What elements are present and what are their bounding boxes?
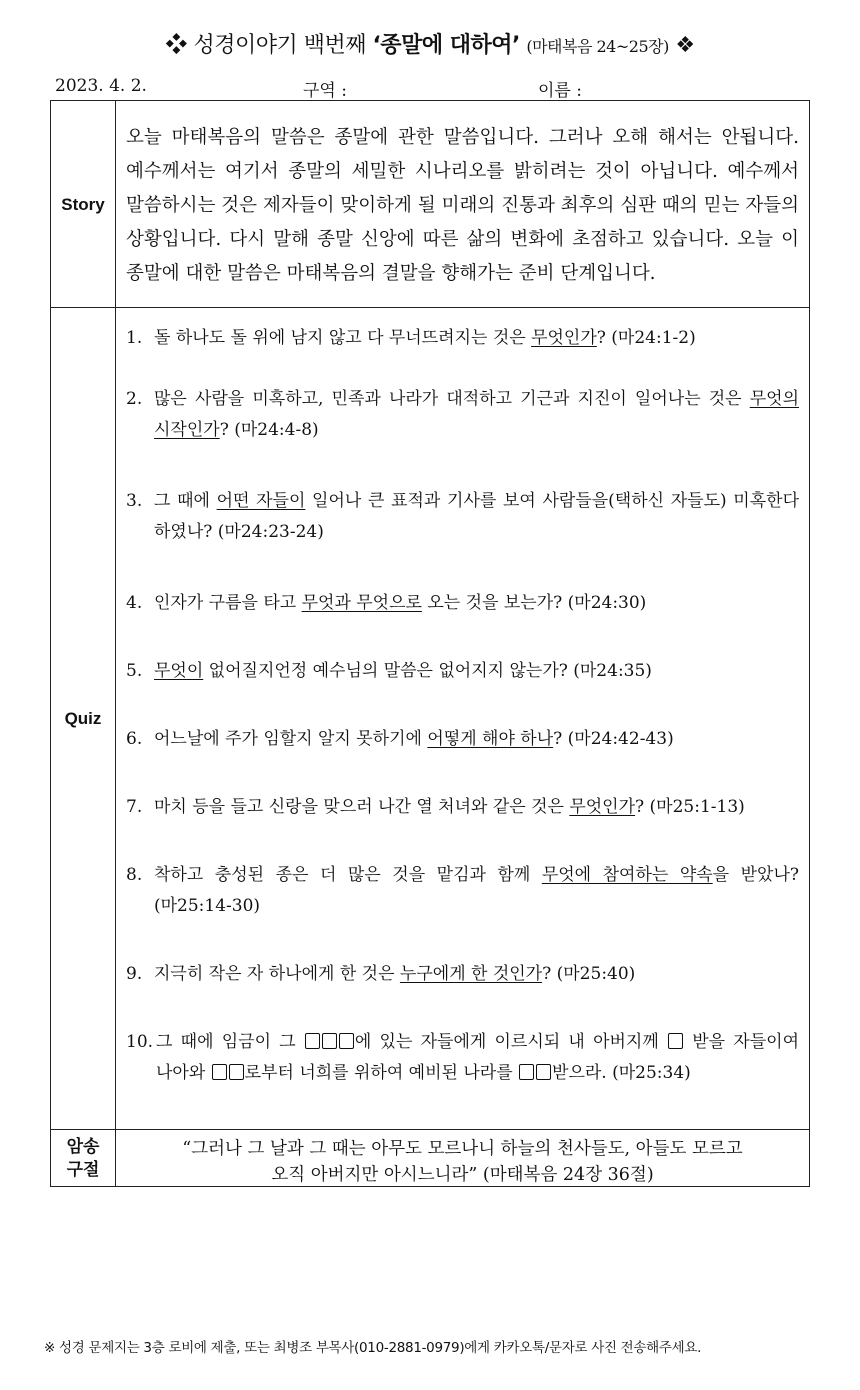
district-label: 구역 :	[303, 81, 347, 101]
title-main: ‘종말에 대하여’	[372, 33, 520, 58]
blank-box	[536, 1064, 551, 1080]
quiz-question-8: 8. 착하고 충성된 종은 더 많은 것을 맡김과 함께 무엇에 참여하는 약속을 받았나? (마25:14-30)	[126, 865, 800, 916]
meta-row	[0, 72, 860, 102]
name-label: 이름 :	[538, 81, 582, 101]
quiz-list	[116, 308, 809, 1129]
memory-verse-cell	[116, 1130, 810, 1187]
blank-box	[305, 1033, 320, 1049]
title-reference: (마태복음 24~25장)	[526, 37, 669, 56]
story-text: 오늘 마태복음의 말씀은 종말에 관한 말씀입니다. 그러나 오해 해서는 안됩니다. 예수께서는 여기서 종말의 세밀한 시나리오를 밝히려는 것이 아닙니다. 예수께서 말씀하시는 것은 제자들이 맞이하게 될 미래의 진통과 최후의 심판 때의 믿는 자들의 상황입니다. 다시 말해 종말 신앙에 따른 삶의 변화에 초점하고 있습니다. 오늘 이 종말에 대한 말씀은 마태복음의 결말을 향해가는 준비 단계입니다.	[126, 127, 799, 284]
story-label: Story	[51, 101, 116, 308]
quiz-label: Quiz	[51, 308, 116, 1130]
blank-box	[229, 1064, 244, 1080]
blank-box	[519, 1064, 534, 1080]
answer-blank: 무엇의 시작인가	[154, 389, 799, 440]
answer-blank: 무엇과 무엇으로	[301, 593, 422, 613]
quiz-question-4: 4. 인자가 구름을 타고 무엇과 무엇으로 오는 것을 보는가? (마24:30)	[126, 593, 647, 613]
date: 2023. 4. 2.	[55, 76, 147, 96]
answer-blank: 무엇이	[154, 661, 204, 681]
worksheet-table	[50, 100, 810, 1187]
memory-verse-line-2: 오직 아버지만 아시느니라” (마태복음 24장 36절)	[271, 1165, 654, 1185]
answer-blank: 무엇에 참여하는 약속	[541, 865, 713, 885]
quiz-question-6: 6. 어느날에 주가 임할지 알지 못하기에 어떻게 해야 하나? (마24:42-43)	[126, 729, 674, 749]
blank-box	[212, 1064, 227, 1080]
worksheet-title	[0, 28, 860, 59]
blank-box	[339, 1033, 354, 1049]
ornament-right: ❖	[675, 33, 695, 58]
answer-blank: 무엇인가	[569, 797, 636, 817]
answer-blank: 어떻게 해야 하나	[427, 729, 554, 749]
quiz-cell	[116, 308, 810, 1130]
memory-verse-row	[51, 1130, 810, 1187]
submission-note: ※ 성경 문제지는 3층 로비에 제출, 또는 최병조 부목사(010-2881-0979)에게 카카오톡/문자로 사진 전송해주세요.	[44, 1340, 702, 1356]
answer-blank: 무엇인가	[531, 328, 597, 348]
quiz-row	[51, 308, 810, 1130]
quiz-question-1: 1. 돌 하나도 돌 위에 남지 않고 다 무너뜨려지는 것은 무엇인가? (마24:1-2)	[126, 328, 696, 348]
memory-verse-text	[116, 1130, 809, 1186]
answer-blank: 어떤 자들이	[216, 491, 306, 511]
blank-box	[322, 1033, 337, 1049]
memory-verse-label: 암송 구절	[51, 1130, 116, 1187]
story-row	[51, 101, 810, 308]
blank-box	[668, 1033, 683, 1049]
answer-blank: 누구에게 한 것인가	[399, 964, 543, 984]
quiz-question-9: 9. 지극히 작은 자 하나에게 한 것은 누구에게 한 것인가? (마25:40)	[126, 964, 636, 984]
quiz-question-7: 7. 마치 등을 들고 신랑을 맞으러 나간 열 처녀와 같은 것은 무엇인가? (마25:1-13)	[126, 797, 745, 817]
ornament-left: ❖	[165, 33, 187, 58]
memory-verse-line-1: “그러나 그 날과 그 때는 아무도 모르나니 하늘의 천사들도, 아들도 모르고	[182, 1139, 743, 1159]
story-cell	[116, 101, 810, 308]
quiz-question-5: 5. 무엇이 없어질지언정 예수님의 말씀은 없어지지 않는가? (마24:35)	[126, 661, 652, 681]
quiz-question-10: 10. 그 때에 임금이 그 에 있는 자들에게 이르시되 내 아버지께 받을 자들이여 나아와 로부터 너희를 위하여 예비된 나라를 받으라. (마25:34)	[126, 1032, 799, 1083]
title-prefix: 성경이야기 백번째	[193, 33, 366, 58]
quiz-question-3: 3. 그 때에 어떤 자들이 일어나 큰 표적과 기사를 보여 사람들을(택하신 자들도) 미혹한다 하였나? (마24:23-24)	[126, 491, 799, 542]
quiz-question-2: 2. 많은 사람을 미혹하고, 민족과 나라가 대적하고 기근과 지진이 일어나는 것은 무엇의 시작인가? (마24:4-8)	[126, 389, 799, 440]
